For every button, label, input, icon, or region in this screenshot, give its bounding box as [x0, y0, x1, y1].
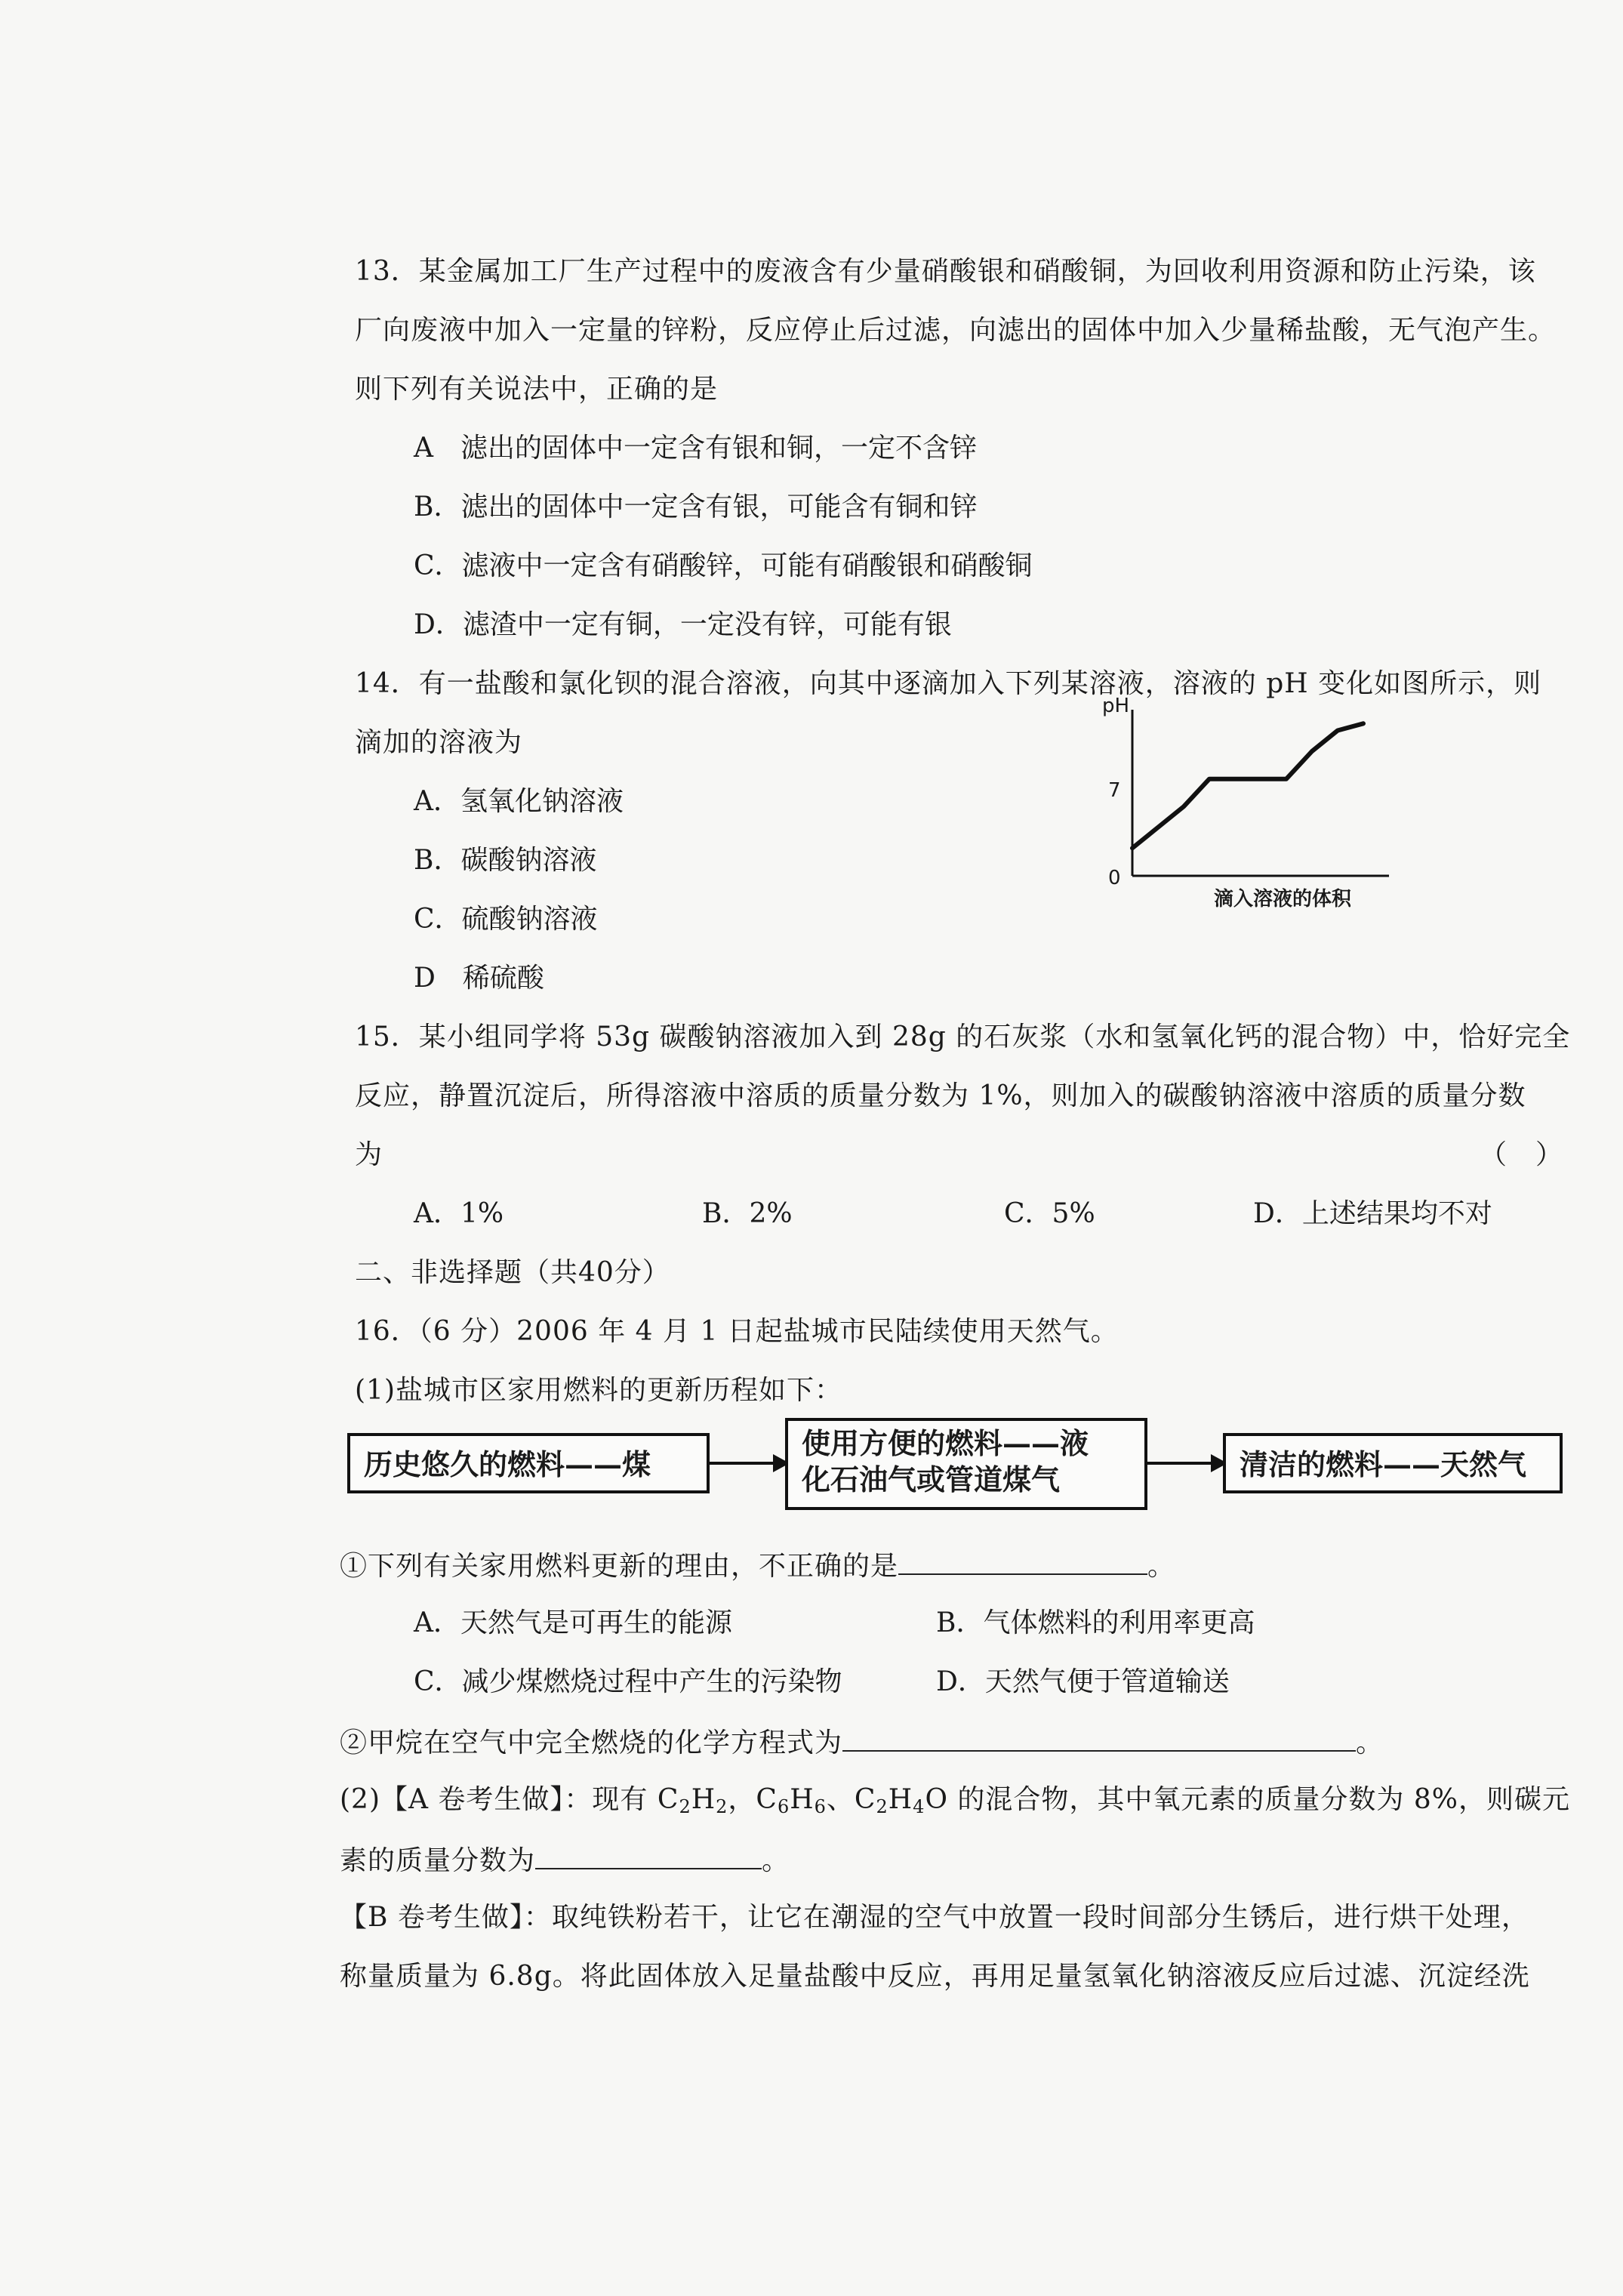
- q16-q2-end: 。: [1356, 1727, 1384, 1758]
- part-a-line2-text: 素的质量分数为: [340, 1845, 536, 1876]
- x-axis-label: 滴入溶液的体积: [1214, 888, 1352, 911]
- part-a-m4: 、C: [826, 1784, 876, 1815]
- q16-q1-option-b: B．气体燃料的利用率更高: [936, 1607, 1255, 1638]
- q15-answer-paren: （ ）: [1480, 1139, 1564, 1170]
- q15-option-b: B．2%: [702, 1198, 793, 1229]
- q13-line2: 厂向废液中加入一定量的锌粉，反应停止后过滤，向滤出的固体中加入少量稀盐酸，无气泡产生。: [355, 315, 1557, 346]
- part-a-m2: ，C: [728, 1784, 778, 1815]
- origin-label: 0: [1108, 867, 1121, 889]
- q13-option-a: A 滤出的固体中一定含有银和铜，一定不含锌: [414, 433, 977, 464]
- q14-option-c: C．硫酸钠溶液: [414, 904, 598, 935]
- part-a-prefix: (2)【A 卷考生做】：现有 C: [340, 1784, 679, 1815]
- q15-option-d: D．上述结果均不对: [1253, 1198, 1492, 1229]
- part-a-end: 。: [762, 1845, 790, 1876]
- q16-part-a-line1: [340, 1783, 1570, 1823]
- q16-q2: [340, 1724, 1384, 1760]
- flow-box-lpg-line2: 化石油气或管道煤气: [802, 1462, 1061, 1496]
- q13-line3: 则下列有关说法中，正确的是: [355, 374, 719, 405]
- q16-line1: 16．（6 分）2006 年 4 月 1 日起盐城市民陆续使用天然气。: [355, 1316, 1119, 1347]
- sub-5: 2: [876, 1796, 888, 1817]
- y-axis-label: pH: [1102, 695, 1130, 717]
- q15-line2: 反应，静置沉淀后，所得溶液中溶质的质量分数为 1%，则加入的碳酸钠溶液中溶质的质量分数: [355, 1080, 1526, 1111]
- q16-sub1: (1)盐城市区家用燃料的更新历程如下：: [355, 1375, 842, 1406]
- flow-arrow-2: [1147, 1462, 1223, 1465]
- ph-curve: [1132, 723, 1363, 848]
- q15-option-a: A．1%: [414, 1198, 504, 1229]
- part-a-suffix: O 的混合物，其中氧元素的质量分数为 8%，则碳元: [925, 1784, 1570, 1815]
- ph-chart: [1087, 695, 1404, 911]
- q15-line3: 为: [355, 1139, 383, 1170]
- q15-option-c: C．5%: [1004, 1198, 1095, 1229]
- q14-option-a: A．氢氧化钠溶液: [414, 786, 624, 817]
- ph-chart-svg: [1087, 695, 1404, 906]
- sub-2: 2: [716, 1796, 728, 1817]
- q16-q1-blank[interactable]: [898, 1548, 1147, 1575]
- flow-box-coal-text: 历史悠久的燃料——煤: [364, 1447, 651, 1481]
- part-a-m3: H: [790, 1784, 815, 1815]
- flow-box-lpg: [785, 1418, 1147, 1510]
- q15-line1: 15．某小组同学将 53g 碳酸钠溶液加入到 28g 的石灰浆（水和氢氧化钙的混合物）中，恰好完全: [355, 1022, 1571, 1052]
- q16-q1: [340, 1548, 1175, 1583]
- q14-line1: 14．有一盐酸和氯化钡的混合溶液，向其中逐滴加入下列某溶液，溶液的 pH 变化如图所示，则: [355, 668, 1542, 699]
- flow-box-lpg-line1: 使用方便的燃料——液: [802, 1426, 1089, 1460]
- sub-3: 6: [777, 1796, 790, 1817]
- sub-1: 2: [679, 1796, 691, 1817]
- q16-q1-option-d: D．天然气便于管道输送: [936, 1666, 1230, 1697]
- flow-box-coal: [347, 1433, 710, 1493]
- q16-q1-option-c: C．减少煤燃烧过程中产生的污染物: [414, 1666, 842, 1697]
- flow-box-natural-gas-text: 清洁的燃料——天然气: [1240, 1447, 1527, 1481]
- q14-option-b: B．碳酸钠溶液: [414, 845, 597, 876]
- q16-part-a-blank[interactable]: [535, 1842, 762, 1869]
- q16-part-a-line2: [340, 1842, 790, 1878]
- q16-q2-text: ②甲烷在空气中完全燃烧的化学方程式为: [340, 1727, 843, 1758]
- sub-4: 6: [814, 1796, 827, 1817]
- q13-option-b: B．滤出的固体中一定含有银，可能含有铜和锌: [414, 492, 978, 522]
- q14-option-d: D 稀硫酸: [414, 963, 544, 994]
- part-a-m1: H: [691, 1784, 716, 1815]
- y-tick-7: 7: [1108, 779, 1121, 802]
- flow-box-natural-gas: [1223, 1433, 1563, 1493]
- q16-part-b-line1: 【B 卷考生做】：取纯铁粉若干，让它在潮湿的空气中放置一段时间部分生锈后，进行烘干处理，: [340, 1902, 1529, 1933]
- q16-q2-blank[interactable]: [842, 1724, 1356, 1752]
- section2-title: 二、非选择题（共40分）: [355, 1257, 670, 1288]
- q13-option-c: C．滤液中一定含有硝酸锌，可能有硝酸银和硝酸铜: [414, 550, 1033, 581]
- part-a-m5: H: [888, 1784, 913, 1815]
- q16-part-b-line2: 称量质量为 6.8g。将此固体放入足量盐酸中反应，再用足量氢氧化钠溶液反应后过滤、沉淀经洗: [340, 1961, 1530, 1992]
- q13-line1: 13．某金属加工厂生产过程中的废液含有少量硝酸银和硝酸铜，为回收利用资源和防止污染，该: [355, 256, 1536, 287]
- q16-q1-text: ①下列有关家用燃料更新的理由，不正确的是: [340, 1551, 899, 1582]
- q14-line2: 滴加的溶液为: [355, 727, 523, 758]
- sub-6: 4: [913, 1796, 925, 1817]
- flow-arrow-1: [710, 1462, 785, 1465]
- q13-option-d: D．滤渣中一定有铜，一定没有锌，可能有银: [414, 609, 952, 640]
- q16-q1-option-a: A．天然气是可再生的能源: [414, 1607, 732, 1638]
- q16-q1-end: 。: [1147, 1551, 1176, 1582]
